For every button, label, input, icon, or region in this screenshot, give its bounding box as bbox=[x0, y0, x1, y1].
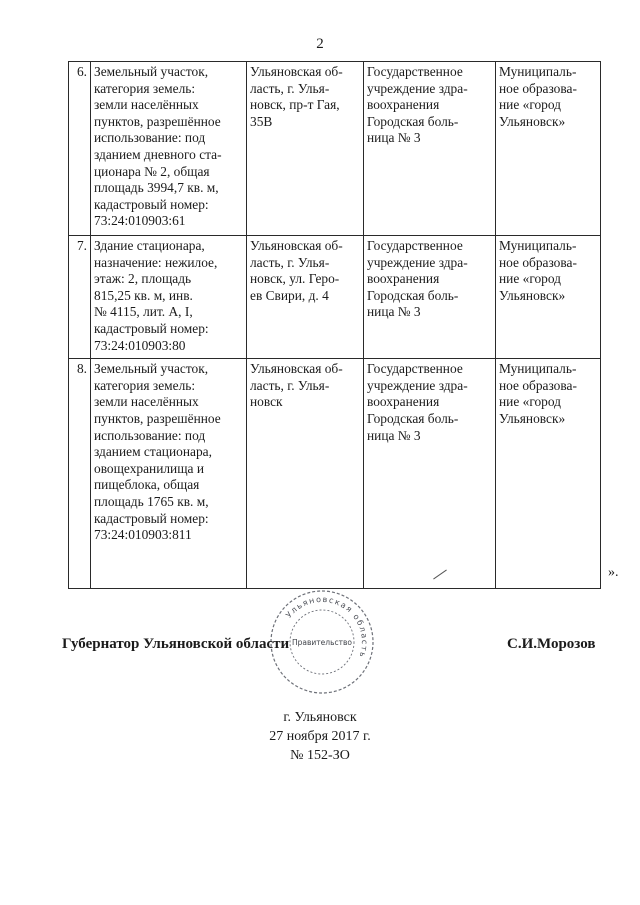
holder-organization-line: ница № 3 bbox=[367, 304, 421, 320]
holder-organization-line: Государственное bbox=[367, 238, 463, 253]
stamp-ring-text: Ульяновская область bbox=[284, 594, 370, 660]
table-row bbox=[69, 236, 601, 359]
object-description-line: категория земель: bbox=[94, 377, 196, 393]
owner-cell bbox=[496, 359, 601, 589]
owner-line: Муниципаль- bbox=[499, 238, 577, 253]
object-description-line: этаж: 2, площадь bbox=[94, 271, 192, 287]
object-description-line: Земельный участок, bbox=[94, 361, 209, 377]
holder-organization-line: Городская боль- bbox=[367, 113, 459, 129]
address-line: Ульяновская об- bbox=[250, 238, 343, 253]
holder-organization-cell bbox=[364, 62, 496, 236]
owner-line: ние «город bbox=[499, 97, 561, 113]
holder-organization-line: ница № 3 bbox=[367, 427, 421, 443]
object-description-cell bbox=[91, 236, 247, 359]
address-line: ласть, г. Улья- bbox=[250, 80, 330, 96]
object-description-line: площадь 3994,7 кв. м, bbox=[94, 180, 219, 196]
table-row bbox=[69, 359, 601, 589]
object-description-line: назначение: нежилое, bbox=[94, 254, 218, 270]
object-description-line: пунктов, разрешённое bbox=[94, 410, 221, 426]
object-description-line: ционара № 2, общая bbox=[94, 163, 210, 179]
owner-line: ние «город bbox=[499, 271, 561, 287]
address-cell bbox=[247, 359, 364, 589]
signer-name: С.И.Морозов bbox=[507, 636, 596, 652]
holder-organization-line: учреждение здра- bbox=[367, 377, 468, 393]
address-line: новск bbox=[250, 394, 283, 410]
owner-line: Ульяновск» bbox=[499, 410, 566, 426]
holder-organization-line: Городская боль- bbox=[367, 287, 459, 303]
object-description-cell bbox=[91, 359, 247, 589]
holder-organization-line: Городская боль- bbox=[367, 410, 459, 426]
table-row bbox=[69, 62, 601, 236]
object-description-line: кадастровый номер: bbox=[94, 196, 209, 212]
holder-organization-line: ница № 3 bbox=[367, 130, 421, 146]
object-description-line: 73:24:010903:61 bbox=[94, 213, 186, 229]
owner-line: Муниципаль- bbox=[499, 361, 577, 377]
owner-line: ное образова- bbox=[499, 254, 577, 270]
address-line: новск, ул. Геро- bbox=[250, 271, 340, 287]
closing-quote-mark: ». bbox=[608, 565, 619, 580]
address-line: новск, пр-т Гая, bbox=[250, 97, 340, 113]
object-description-line: зданием стационара, bbox=[94, 444, 212, 460]
owner-line: ное образова- bbox=[499, 377, 577, 393]
object-description-cell bbox=[91, 62, 247, 236]
address-line: ласть, г. Улья- bbox=[250, 377, 330, 393]
governor-title: Губернатор Ульяновской области bbox=[62, 636, 290, 652]
address-cell bbox=[247, 236, 364, 359]
row-number: 6. bbox=[69, 62, 91, 236]
address-line: Ульяновская об- bbox=[250, 64, 343, 79]
object-description-line: Земельный участок, bbox=[94, 64, 209, 79]
owner-line: ное образова- bbox=[499, 80, 577, 96]
object-description-line: 815,25 кв. м, инв. bbox=[94, 287, 193, 303]
holder-organization-line: воохранения bbox=[367, 394, 440, 410]
object-description-line: категория земель: bbox=[94, 80, 196, 96]
object-description-line: пищеблока, общая bbox=[94, 477, 200, 493]
object-description-line: зданием дневного ста- bbox=[94, 146, 222, 162]
row-number: 8. bbox=[69, 359, 91, 589]
row-number: 7. bbox=[69, 236, 91, 359]
object-description-line: № 4115, лит. А, I, bbox=[94, 304, 193, 320]
stamp-center-text: Правительство bbox=[292, 638, 352, 647]
property-table bbox=[68, 61, 601, 589]
page-number: 2 bbox=[316, 36, 324, 52]
holder-organization-line: учреждение здра- bbox=[367, 254, 468, 270]
owner-line: Ульяновск» bbox=[499, 113, 566, 129]
object-description-line: использование: под bbox=[94, 130, 206, 146]
holder-organization-cell bbox=[364, 236, 496, 359]
owner-cell bbox=[496, 236, 601, 359]
owner-cell bbox=[496, 62, 601, 236]
object-description-line: площадь 1765 кв. м, bbox=[94, 493, 209, 509]
address-line: ласть, г. Улья- bbox=[250, 254, 330, 270]
object-description-line: овощехранилища и bbox=[94, 460, 204, 476]
object-description-line: использование: под bbox=[94, 427, 206, 443]
owner-line: Муниципаль- bbox=[499, 64, 577, 79]
owner-line: Ульяновск» bbox=[499, 287, 566, 303]
table-body bbox=[69, 62, 601, 589]
footer-date: 27 ноября 2017 г. bbox=[269, 729, 371, 744]
object-description-line: кадастровый номер: bbox=[94, 320, 209, 336]
object-description-line: пунктов, разрешённое bbox=[94, 113, 221, 129]
document-footer bbox=[0, 708, 640, 765]
owner-line: ние «город bbox=[499, 394, 561, 410]
object-description-line: земли населённых bbox=[94, 394, 199, 410]
address-line: Ульяновская об- bbox=[250, 361, 343, 377]
address-cell bbox=[247, 62, 364, 236]
footer-city: г. Ульяновск bbox=[283, 710, 357, 725]
holder-organization-cell bbox=[364, 359, 496, 589]
object-description-line: 73:24:010903:80 bbox=[94, 337, 186, 353]
object-description-line: земли населённых bbox=[94, 97, 199, 113]
holder-organization-line: Государственное bbox=[367, 361, 463, 377]
address-line: ев Свири, д. 4 bbox=[250, 287, 329, 303]
holder-organization-line: учреждение здра- bbox=[367, 80, 468, 96]
address-line: 35В bbox=[250, 113, 273, 129]
holder-organization-line: воохранения bbox=[367, 97, 440, 113]
footer-number: № 152-ЗО bbox=[290, 748, 350, 763]
holder-organization-line: Государственное bbox=[367, 64, 463, 79]
object-description-line: 73:24:010903:811 bbox=[94, 527, 192, 543]
object-description-line: кадастровый номер: bbox=[94, 510, 209, 526]
object-description-line: Здание стационара, bbox=[94, 238, 205, 253]
holder-organization-line: воохранения bbox=[367, 271, 440, 287]
